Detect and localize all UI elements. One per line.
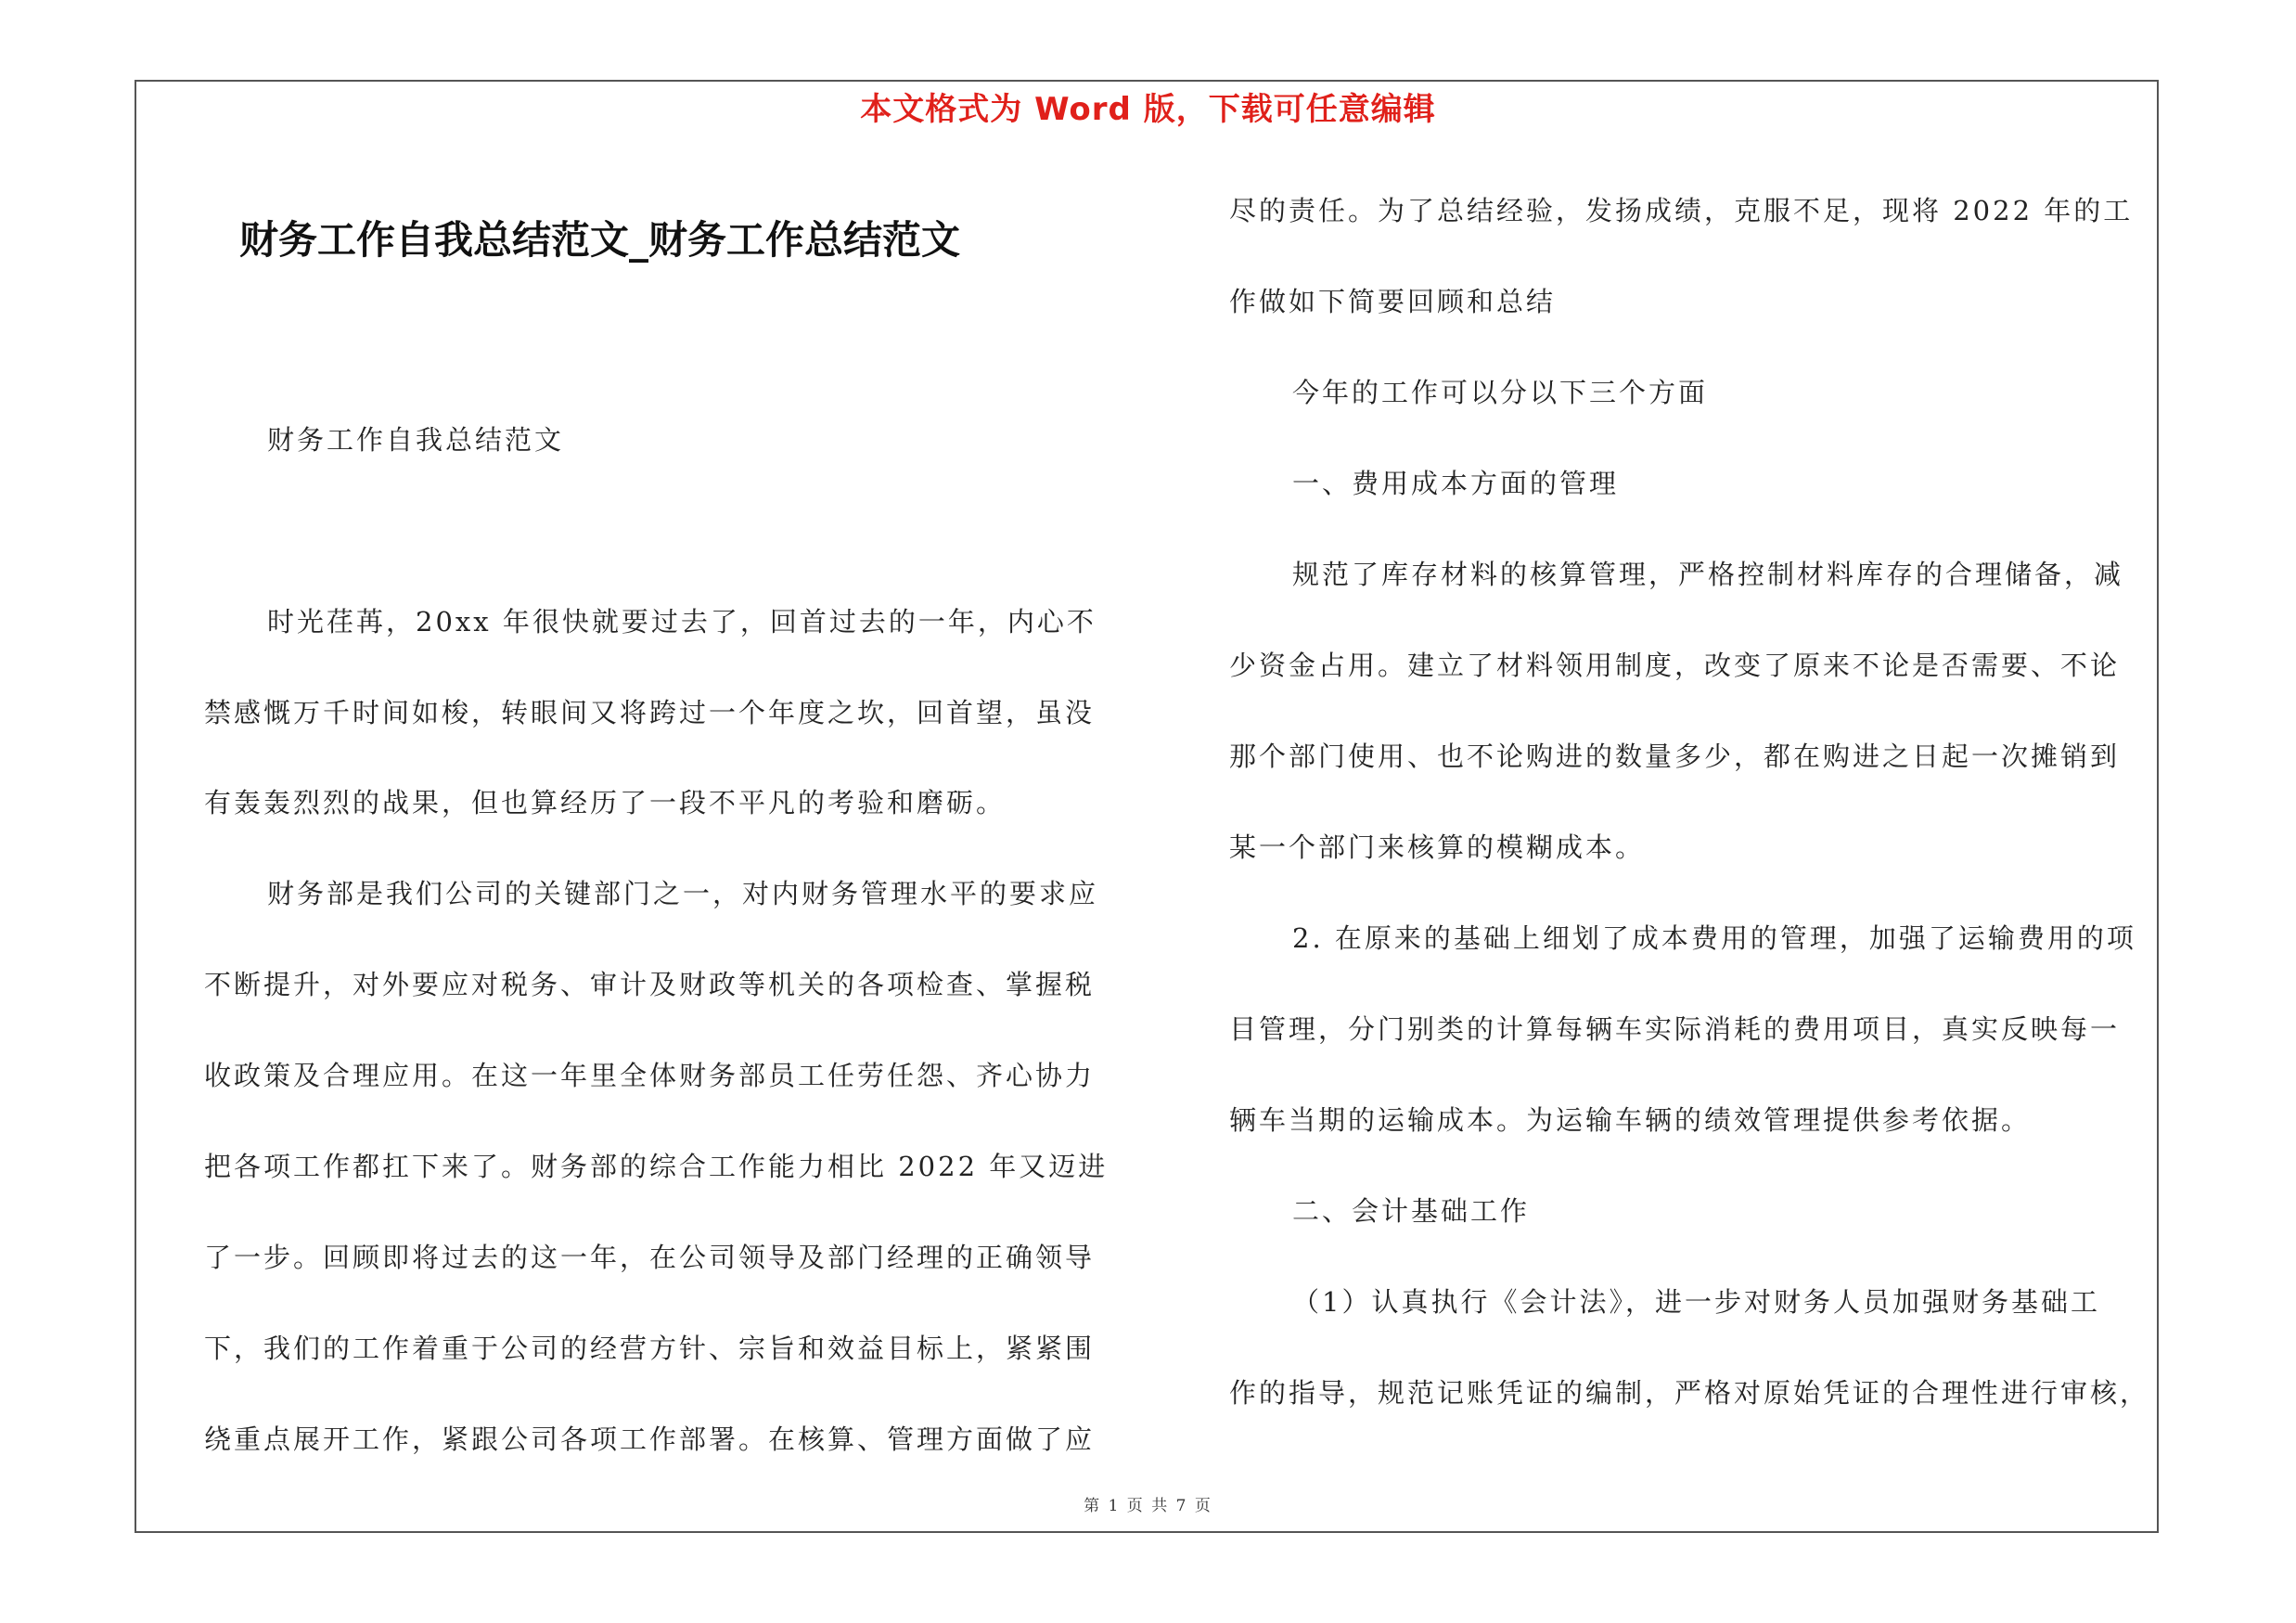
document-title: 财务工作自我总结范文_财务工作总结范文 [239, 217, 961, 263]
text-line: 规范了库存材料的核算管理，严格控制材料库存的合理储备，减 [1292, 559, 2124, 590]
text-line: 作做如下简要回顾和总结 [1229, 286, 1557, 317]
text-line: 少资金占用。建立了材料领用制度，改变了原来不论是否需要、不论 [1229, 650, 2121, 681]
text-line: 作的指导，规范记账凭证的编制，严格对原始凭证的合理性进行审核， [1229, 1377, 2150, 1409]
text-line: 不断提升，对外要应对税务、审计及财政等机关的各项检查、掌握税 [204, 969, 1096, 1000]
text-line: 2. 在原来的基础上细划了成本费用的管理，加强了运输费用的项 [1292, 922, 2136, 954]
text-line: 那个部门使用、也不论购进的数量多少，都在购进之日起一次摊销到 [1229, 741, 2121, 772]
text-line: 二、会计基础工作 [1292, 1195, 1531, 1227]
text-line: 财务部是我们公司的关键部门之一，对内财务管理水平的要求应 [267, 878, 1099, 909]
text-line: 尽的责任。为了总结经验，发扬成绩，克服不足，现将 2022 年的工 [1229, 195, 2134, 226]
page-number-footer: 第 1 页 共 7 页 [1084, 1497, 1212, 1515]
text-line: 禁感慨万千时间如梭，转眼间又将跨过一个年度之坎，回首望，虽没 [204, 697, 1096, 728]
text-line: 目管理，分门别类的计算每辆车实际消耗的费用项目，真实反映每一 [1229, 1013, 2121, 1045]
text-line: 绕重点展开工作，紧跟公司各项工作部署。在核算、管理方面做了应 [204, 1423, 1096, 1455]
text-line: 了一步。回顾即将过去的这一年，在公司领导及部门经理的正确领导 [204, 1242, 1096, 1273]
text-line: 下，我们的工作着重于公司的经营方针、宗旨和效益目标上，紧紧围 [204, 1333, 1096, 1364]
text-line: 把各项工作都扛下来了。财务部的综合工作能力相比 2022 年又迈进 [204, 1151, 1109, 1182]
text-line: 辆车当期的运输成本。为运输车辆的绩效管理提供参考依据。 [1229, 1104, 2032, 1136]
text-line: 收政策及合理应用。在这一年里全体财务部员工任劳任怨、齐心协力 [204, 1060, 1096, 1091]
text-line: 财务工作自我总结范文 [267, 424, 565, 456]
word-format-banner: 本文格式为 Word 版，下载可任意编辑 [860, 91, 1436, 128]
text-line: 时光荏苒，20xx 年很快就要过去了，回首过去的一年，内心不 [267, 606, 1097, 638]
text-line: 一、费用成本方面的管理 [1292, 468, 1620, 499]
text-line: 今年的工作可以分以下三个方面 [1292, 377, 1709, 408]
text-line: （1）认真执行《会计法》，进一步对财务人员加强财务基础工 [1292, 1286, 2100, 1318]
text-line: 某一个部门来核算的模糊成本。 [1229, 831, 1646, 863]
text-line: 有轰轰烈烈的战果，但也算经历了一段不平凡的考验和磨砺。 [204, 787, 1007, 818]
